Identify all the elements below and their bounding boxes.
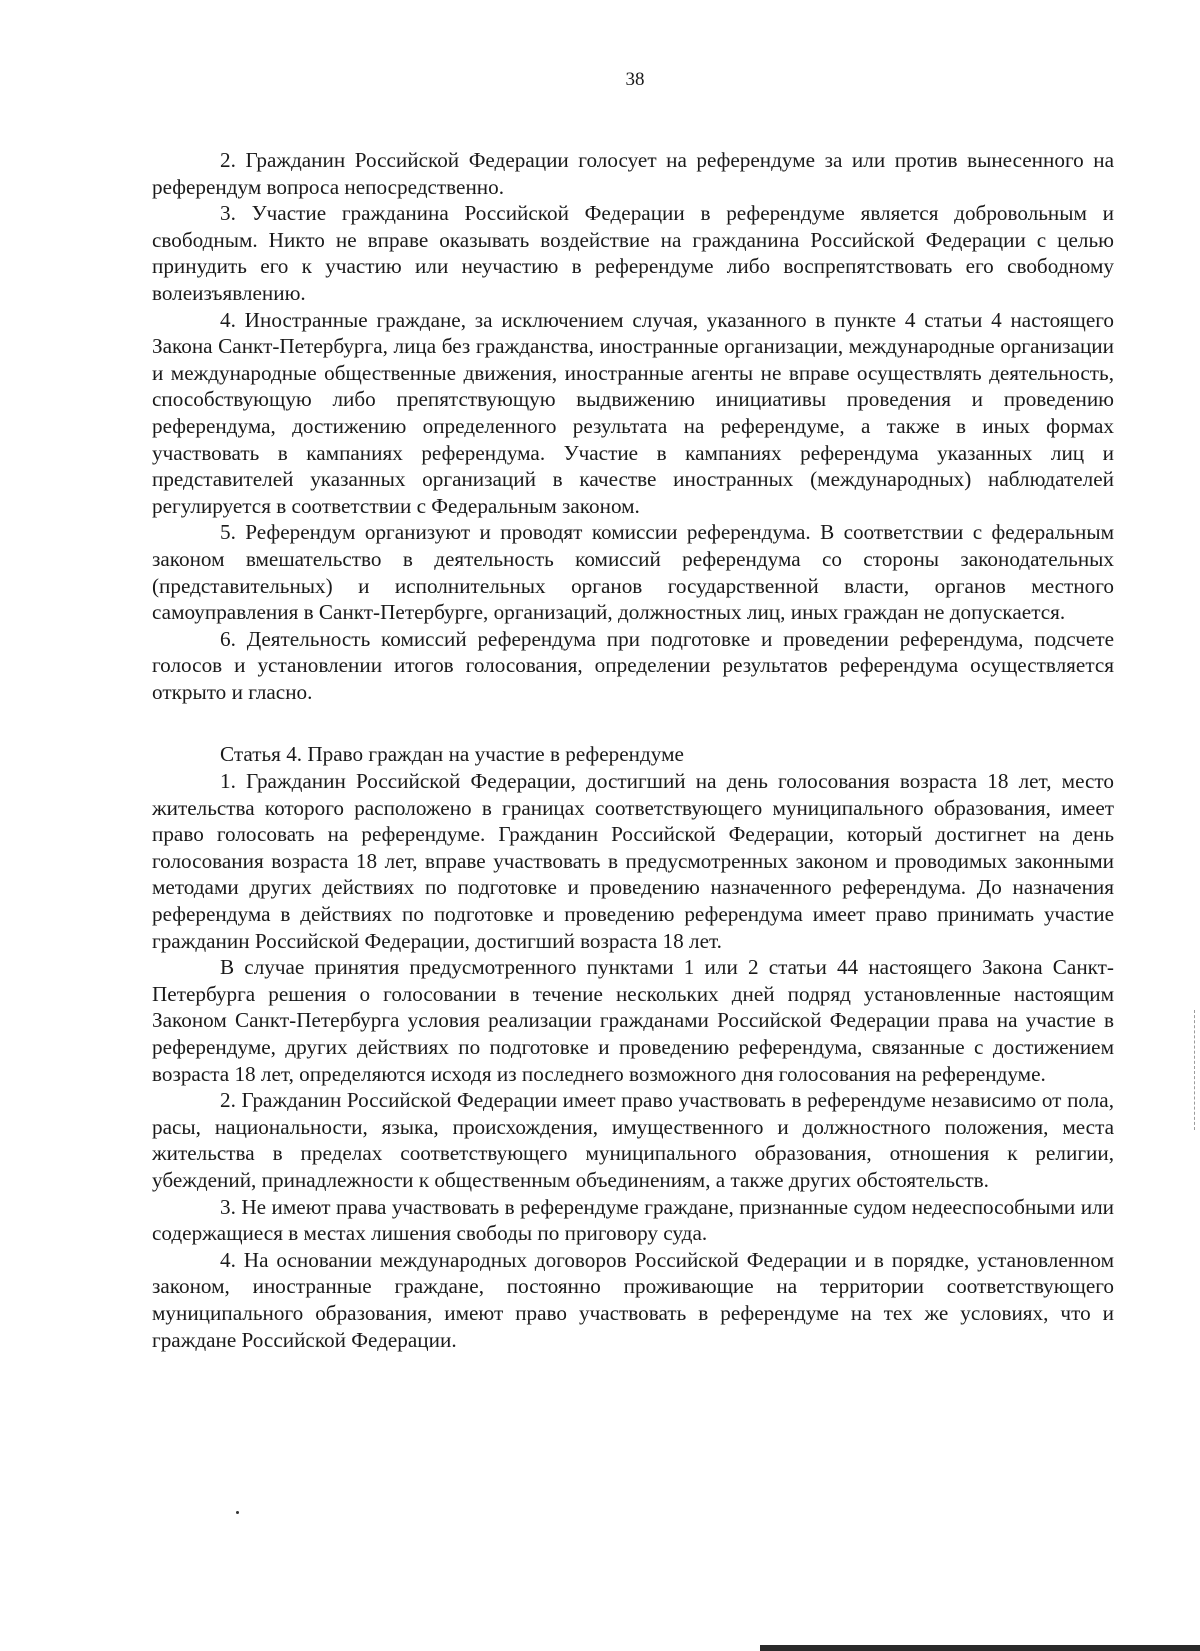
paragraph-5-commissions: 5. Референдум организуют и проводят комиссии референдума. В соответствии с федеральным законом вмешательство в деятельность комиссий референдума со стороны законодательных (представительных) и исполнительных органов государственной власти, органов местного самоуправления в Санкт-Петербурге, организаций, должностных лиц, иных граждан не допускается. (152, 520, 1114, 625)
page-number: 38 (625, 69, 645, 90)
paragraph-3-voluntary-participation: 3. Участие гражданина Российской Федерации в референдуме является добровольным и свободным. Никто не вправе оказывать воздействие на гражданина Российской Федерации с целью принудить его к участию или неучастию в референдуме либо воспрепятствовать его свободному волеизъявлению. (152, 201, 1114, 305)
scan-dot-mark (236, 1511, 239, 1514)
paragraph-2-vote-directly: 2. Гражданин Российской Федерации голосует на референдуме за или против вынесенного на референдум вопроса непосредственно. (152, 148, 1114, 199)
article-4-paragraph-3: 3. Не имеют права участвовать в референдуме граждане, признанные судом недееспособными или содержащиеся в местах лишения свободы по приговору суда. (152, 1194, 1114, 1246)
article-4-paragraph-2: 2. Гражданин Российской Федерации имеет право участвовать в референдуме независимо от пола, расы, национальности, языка, происхождения, имущественного и должностного положения, места жительства в пределах соответствующего муниципального образования, отношения к религии, убеждений, принадлежности к общественным объединениям, а также других обстоятельств. (152, 1088, 1114, 1192)
document-body (152, 147, 1114, 1353)
article-4-heading: Статья 4. Право граждан на участие в референдуме (220, 742, 684, 767)
scan-bottom-bar (760, 1645, 1200, 1651)
paragraph-4-foreign-participants: 4. Иностранные граждане, за исключением случая, указанного в пункте 4 статьи 4 настоящего Закона Санкт-Петербурга, лица без гражданства, иностранные организации, международные организации и международные общественные движения, иностранные агенты не вправе осуществлять деятельность, способствующую либо препятствующую выдвижению инициативы проведения и проведению референдума, достижению определенного результата на референдуме, а также в иных формах участвовать в кампаниях референдума. Участие в кампаниях референдума указанных лиц и представителей указанных организаций в качестве иностранных (международных) наблюдателей регулируется в соответствии с Федеральным законом. (152, 307, 1114, 518)
article-4-paragraph-multiday-voting: В случае принятия предусмотренного пунктами 1 или 2 статьи 44 настоящего Закона Санкт-Петербурга решения о голосовании в течение нескольких дней подряд установленные настоящим Законом Санкт-Петербурга условия реализации гражданами Российской Федерации права на участие в референдуме, других действиях по подготовке и проведению референдума, связанные с достижением возраста 18 лет, определяются исходя из последнего возможного дня голосования на референдуме. (152, 955, 1114, 1086)
scan-edge-line (1194, 1010, 1196, 1130)
article-4-paragraph-4: 4. На основании международных договоров Российской Федерации и в порядке, установленном законом, иностранные граждане, постоянно проживающие на территории соответствующего муниципального образования, имеют право участвовать в референдуме на тех же условиях, что и граждане Российской Федерации. (152, 1247, 1114, 1352)
article-4-paragraph-1: 1. Гражданин Российской Федерации, достигший на день голосования возраста 18 лет, место жительства которого расположено в границах соответствующего муниципального образования, имеет право голосовать на референдуме. Гражданин Российской Федерации, который достигнет на день голосования возраста 18 лет, вправе участвовать в предусмотренных законом и проводимых законными методами других действиях по подготовке и проведению назначенного референдума. До назначения референдума в действиях по подготовке и проведению референдума имеет право принимать участие гражданин Российской Федерации, достигший возраста 18 лет. (152, 769, 1114, 953)
paragraph-6-openness: 6. Деятельность комиссий референдума при подготовке и проведении референдума, подсчете голосов и установлении итогов голосования, определении результатов референдума осуществляется открыто и гласно. (152, 626, 1114, 704)
